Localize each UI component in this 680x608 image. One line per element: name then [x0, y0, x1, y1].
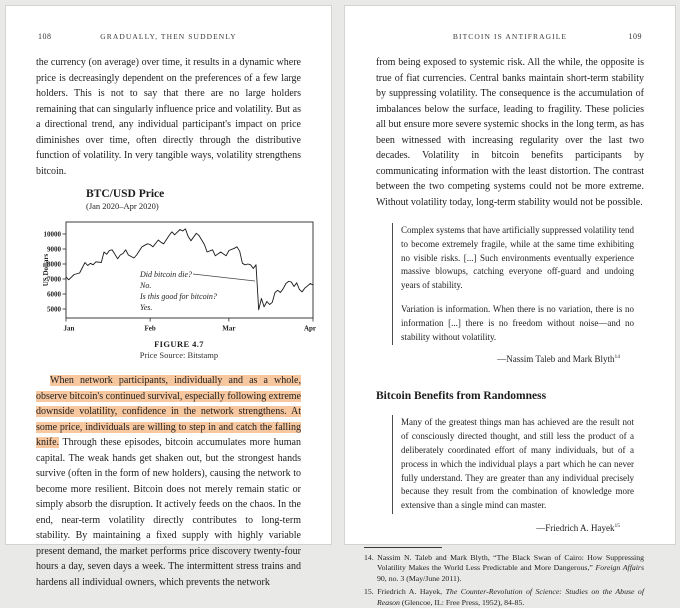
running-header-title-left: GRADUALLY, THEN SUDDENLY: [100, 32, 237, 41]
left-paragraph-1: the currency (on average) over time, it results in a dynamic where price is decreasingly dependent on the preferences of a few large holders. This is not to say that there are no large holders remaining that can singularly influence price and volatility. But as a directional trend, any individual participant's impact on price diminishes over time, often directly through the distributive function of volatility. In very tangible ways, volatility strengthens bitcoin.: [36, 57, 301, 177]
section-heading: Bitcoin Benefits from Randomness: [376, 390, 547, 403]
chart-title: BTC/USD Price: [86, 188, 165, 200]
attribution-name-2: —Friedrich A. Hayek: [536, 522, 615, 533]
left-paragraph-2-rest: Through these episodes, bitcoin accumulates more human capital. The weak hands get shaken out, but the strongest hands survive (often in the form of new holders), causing the network to become more resilient. Bitcoin does not merely remain static or simply absorb the disruption. It actively feeds on the chaos. In the end, near-term volatility directly contributes to long-term stability. By maintaining a fixed supply with highly variable present demand, the market performs price discovery twenty-four hours a day, seven days a week. The intermittent stress trains and hardens all individual owners, which prevents the network: [36, 437, 301, 588]
footnote-list: [364, 553, 644, 608]
y-axis-label: US Dollars: [42, 253, 50, 287]
footnote-ref-14: 14: [614, 354, 620, 361]
footnote-15: 15. Friedrich A. Hayek, The Counter-Revolution of Science: Studies on the Abuse of Reason (Glencoe, IL: Free Press, 1952), 84-85.: [364, 587, 644, 607]
btc-usd-price-chart: [40, 214, 320, 336]
svg-text:Jan: Jan: [63, 324, 75, 333]
svg-text:6000: 6000: [47, 290, 61, 299]
svg-text:7000: 7000: [47, 275, 61, 284]
quote-2: Variation is information. When there is no variation, there is no information [...] there is no freedom without noise—and no stability without volatility.: [401, 303, 634, 342]
chart-annotation: [139, 270, 217, 312]
annotation-line-3: Is this good for bitcoin?: [140, 292, 217, 301]
x-axis-ticks: [64, 318, 316, 333]
running-header-left: [36, 32, 301, 42]
svg-text:Apr: Apr: [303, 324, 317, 333]
book-page-right: [344, 5, 676, 607]
blockquote-hayek: [392, 415, 634, 514]
svg-text:10000: 10000: [43, 230, 61, 239]
annotation-leader-line: [193, 274, 255, 281]
svg-text:5000: 5000: [47, 305, 61, 314]
annotation-line-4: Yes.: [140, 303, 153, 312]
quote-3: Many of the greatest things man has achieved are the result not of consciously directed thought, and still less the product of a deliberately coordinated effort of many individuals, but of a process in which the individual plays a part which he can never fully understand. They are greater than any individual precisely because they result from the combination of knowledge more extensive than a single mind can master.: [401, 417, 634, 511]
highlighted-text: When network participants, individually and as a whole, observe bitcoin's continued survival, especially following extreme downside volatility, confidence in the network strengthens. At some price, individuals are willing to step in and catch the falling knife.: [36, 375, 301, 448]
left-paragraph-2: [36, 373, 301, 590]
footnotes-section: [364, 547, 644, 608]
book-page-left: [5, 5, 332, 588]
running-header-right: [376, 32, 644, 42]
svg-text:9000: 9000: [47, 245, 61, 254]
chart-subtitle: (Jan 2020–Apr 2020): [86, 201, 159, 211]
page-number-left: 108: [38, 32, 52, 41]
figure-source: Price Source: Bitstamp: [139, 350, 219, 360]
figure-4-7: [36, 188, 317, 360]
figure-caption: FIGURE 4.7: [154, 339, 204, 349]
quote-attribution-taleb-blyth: [376, 354, 620, 364]
footnote-14: 14. Nassim N. Taleb and Mark Blyth, “The Black Swan of Cairo: How Suppressing Volatility Makes the World Less Predictable and More Dangerous,” Foreign Affairs 90, no. 3 (May/June 2011).: [364, 552, 644, 583]
svg-text:Feb: Feb: [144, 324, 156, 333]
running-header-title-right: BITCOIN IS ANTIFRAGILE: [452, 32, 568, 41]
blockquote-taleb-blyth: [392, 223, 634, 345]
footnote-divider: [364, 547, 442, 548]
page-number-right: 109: [628, 32, 642, 41]
quote-attribution-hayek: [376, 523, 620, 533]
annotation-line-1: Did bitcoin die?: [140, 270, 192, 279]
attribution-name-1: —Nassim Taleb and Mark Blyth: [497, 354, 615, 365]
svg-text:8000: 8000: [47, 260, 61, 269]
svg-text:Mar: Mar: [222, 324, 236, 333]
right-paragraph-1: from being exposed to systemic risk. All the while, the opposite is true of fiat currencies. Central banks maintain short-term stability by suppressing volatility. The consequence is the accumulation of imbalances below the surface, leading to fragility. These policies all but ensure more severe systemic shocks in the long term, as has been witnessed with increasing regularity over the last two decades. Volatility in bitcoin benefits participants by communicating information with the least distortion. The contrast between the two competing systems could not be more extreme. Without volatility today, long-term stability would not be possible.: [376, 57, 644, 208]
annotation-line-2: No.: [140, 281, 152, 290]
footnote-ref-15: 15: [614, 522, 620, 529]
quote-1: Complex systems that have artificially suppressed volatility tend to become extremely fragile, while at the same time exhibiting no visible risks. [...] Such environments eventually experience massive blowups, catching everyone off-guard and undoing years of stability.: [401, 225, 634, 291]
